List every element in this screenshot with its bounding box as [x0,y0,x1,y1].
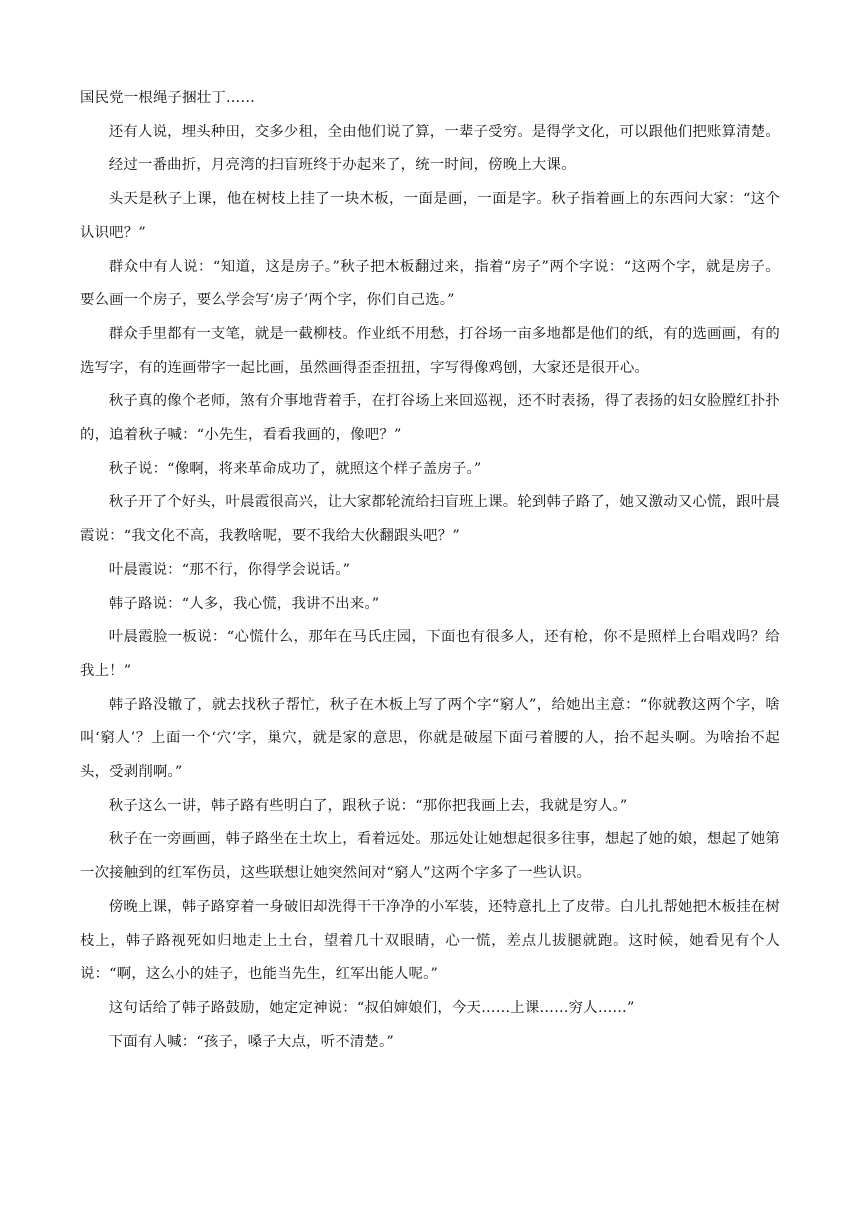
paragraph-7: 秋子真的像个老师，煞有介事地背着手，在打谷场上来回巡视，还不时表扬，得了表扬的妇女脸膛红扑扑的，追着秋子喊：“小先生，看看我画的，像吧？” [80,393,780,444]
paragraph-3: 经过一番曲折，月亮湾的扫盲班终于办起来了，统一时间，傍晚上大课。 [108,157,576,174]
paragraph-6: 群众手里都有一支笔，就是一截柳枝。作业纸不用愁，打谷场一亩多地都是他们的纸，有的选画画，有的选写字，有的连画带字一起比画，虽然画得歪歪扭扭，字写得像鸡刨，大家还是很开心。 [80,325,780,376]
paragraph-5: 群众中有人说：“知道，这是房子。”秋子把木板翻过来，指着“房子”两个字说：“这两个字，就是房子。要么画一个房子，要么学会写‘房子’两个字，你们自己选。” [80,258,780,309]
paragraph-18: 下面有人喊：“孩子，嗓子大点，听不清楚。” [108,1033,394,1050]
paragraph-14: 秋子这么一讲，韩子路有些明白了，跟秋子说：“那你把我画上去，我就是穷人。” [108,797,628,814]
paragraph-12: 叶晨霞脸一板说：“心慌什么，那年在马氏庄园，下面也有很多人，还有枪，你不是照样上台唱戏吗？给我上！” [80,629,780,679]
paragraph-1: 国民党一根绳子捆壮丁…… [80,90,256,106]
paragraph-2: 还有人说，埋头种田，交多少租，全由他们说了算，一辈子受穷。是得学文化，可以跟他们把账算清楚。 [108,123,780,140]
paragraph-13: 韩子路没辙了，就去找秋子帮忙，秋子在木板上写了两个字“窮人”，给她出主意：“你就教这两个字，啥叫‘窮人’？上面一个‘穴’字，巢穴，就是家的意思，你就是破屋下面弓着腰的人，抬不起头啊。为啥抬不起头，受剥削啊。” [80,696,780,781]
paragraph-11: 韩子路说：“人多，我心慌，我讲不出来。” [108,595,380,612]
paragraph-16: 傍晚上课，韩子路穿着一身破旧却洗得干干净净的小军装，还特意扎上了皮带。白儿扎帮她把木板挂在树枝上，韩子路视死如归地走上土台，望着几十双眼睛，心一慌，差点儿拔腿就跑。这时候，她看见有个人说：“啊，这么小的娃子，也能当先生，红军出能人呢。” [80,898,780,983]
paragraph-17: 这句话给了韩子路鼓励，她定定神说：“叔伯婶娘们，今天……上课……穷人……” [108,999,635,1016]
paragraph-15: 秋子在一旁画画，韩子路坐在土坎上，看着远处。那远处让她想起很多往事，想起了她的娘，想起了她第一次接触到的红军伤员，这些联想让她突然间对“窮人”这两个字多了一些认识。 [80,831,780,882]
paragraph-4: 头天是秋子上课，他在树枝上挂了一块木板，一面是画，一面是字。秋子指着画上的东西问大家：“这个认识吧？” [80,191,780,241]
paragraph-10: 叶晨霞说：“那不行，你得学会说话。” [108,561,351,578]
paragraph-8: 秋子说：“像啊，将来革命成功了，就照这个样子盖房子。” [108,460,482,477]
document-page [80,82,780,1059]
paragraph-9: 秋子开了个好头，叶晨霞很高兴，让大家都轮流给扫盲班上课。轮到韩子路了，她又激动又心慌，跟叶晨霞说：“我文化不高，我教啥呢，要不我给大伙翻跟头吧？” [80,494,780,545]
